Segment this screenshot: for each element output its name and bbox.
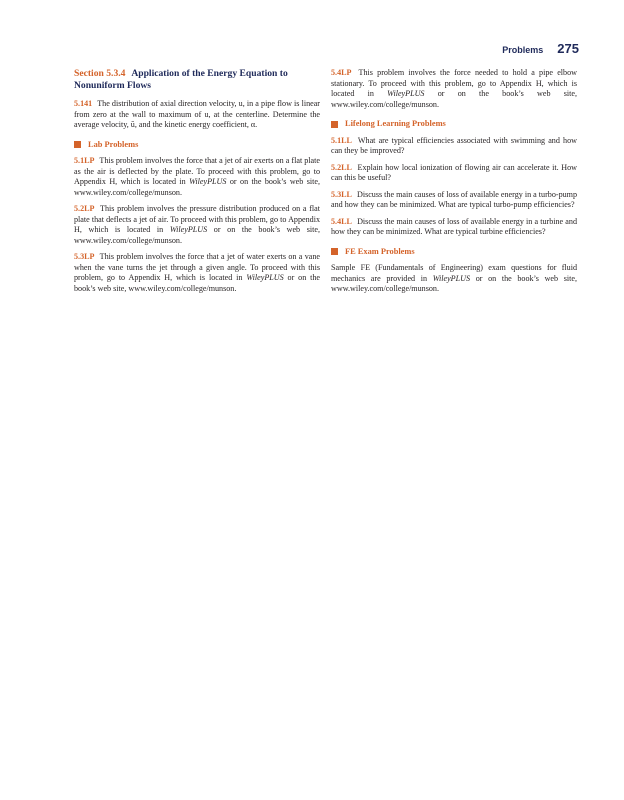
heading-text: FE Exam Problems <box>345 246 415 256</box>
problem-5-2ll <box>331 163 577 184</box>
section-title: Application of the Energy Equation to Nonuniform Flows <box>74 68 288 91</box>
problem-text-end: or on the book’s web site, www.wiley.com/college/munson. <box>331 89 577 109</box>
problem-5-141 <box>74 99 320 131</box>
problem-number: 5.1LP <box>74 156 95 165</box>
problem-text: Explain how local ionization of flowing air can accelerate it. How can this be useful? <box>331 162 577 182</box>
page-header <box>502 41 579 56</box>
wileyplus-link: WileyPLUS <box>432 273 471 283</box>
problem-number: 5.4LL <box>331 216 352 226</box>
fe-text: Sample FE (Fundamentals of Engineering) exam questions for fluid mechanics are provided in <box>331 263 577 283</box>
problem-number: 5.141 <box>74 99 93 108</box>
problem-5-1ll <box>331 136 577 157</box>
running-title: Problems <box>502 45 544 55</box>
wileyplus-link: WileyPLUS <box>387 89 425 98</box>
page-number: 275 <box>557 41 579 56</box>
problem-text-end: or on the book’s web site, www.wiley.com/college/munson. <box>74 177 320 197</box>
wileyplus-link: WileyPLUS <box>189 177 227 186</box>
fe-exam-heading <box>331 247 577 258</box>
problem-number: 5.2LL <box>331 162 352 172</box>
problem-number: 5.1LL <box>331 135 352 145</box>
problem-text-end: or on the book’s web site, www.wiley.com/college/munson. <box>74 225 320 245</box>
problem-text: What are typical efficiencies associated with swimming and how can they be improved? <box>331 135 577 155</box>
problem-text: This problem involves the force needed to hold a pipe elbow stationary. To proceed with this problem, go to Appendix H, which is located in <box>331 68 577 98</box>
problem-text: Discuss the main causes of loss of available energy in a turbine and how they can be minimized. What are typical turbine efficiencies? <box>331 216 577 236</box>
lab-problems-heading <box>74 140 320 151</box>
heading-text: Lab Problems <box>88 139 139 149</box>
section-number: Section 5.3.4 <box>74 68 126 79</box>
problem-number: 5.3LP <box>74 252 95 261</box>
problem-text: The distribution of axial direction velocity, u, in a pipe flow is linear from zero at the wall to maximum of u, at the centerline. Determine the average velocity, ū, and the kinetic energy coefficient, α. <box>74 99 320 129</box>
section-heading <box>74 68 320 92</box>
wileyplus-link: WileyPLUS <box>169 225 208 234</box>
problem-5-3ll <box>331 190 577 211</box>
problem-5-4lp <box>331 68 577 110</box>
problem-text: This problem involves the pressure distribution produced on a flat plate that deflects a jet of air. To proceed with this problem, go to Appendix H, which is located in <box>74 204 320 234</box>
problem-5-1lp <box>74 156 320 198</box>
problem-number: 5.3LL <box>331 189 352 199</box>
fe-exam-text <box>331 263 577 295</box>
problem-5-4ll <box>331 217 577 238</box>
square-bullet-icon <box>331 248 338 255</box>
heading-text: Lifelong Learning Problems <box>345 119 446 128</box>
problem-number: 5.4LP <box>331 68 352 77</box>
fe-text-end: or on the book’s web site, www.wiley.com/college/munson. <box>331 273 577 293</box>
problem-5-2lp <box>74 204 320 246</box>
problem-text: Discuss the main causes of loss of available energy in a turbo-pump and how they can be minimized. What are typical turbo-pump efficiencies? <box>331 189 578 209</box>
problem-5-3lp <box>74 252 320 294</box>
square-bullet-icon <box>331 121 338 128</box>
right-column <box>331 68 577 301</box>
wileyplus-link: WileyPLUS <box>246 273 284 282</box>
left-column <box>74 68 320 300</box>
lifelong-learning-heading <box>331 119 577 130</box>
problem-text-end: or on the book’s web site, www.wiley.com/college/munson. <box>74 273 320 293</box>
problem-number: 5.2LP <box>74 204 95 213</box>
square-bullet-icon <box>74 141 81 148</box>
problem-text: This problem involves the force that a jet of air exerts on a flat plate as the air is deflected by the plate. To proceed with this problem, go to Appendix H, which is located in <box>74 156 320 186</box>
problem-text: This problem involves the force that a jet of water exerts on a vane when the vane turns the jet through a given angle. To proceed with this problem, go to Appendix H, which is located in <box>74 252 320 282</box>
